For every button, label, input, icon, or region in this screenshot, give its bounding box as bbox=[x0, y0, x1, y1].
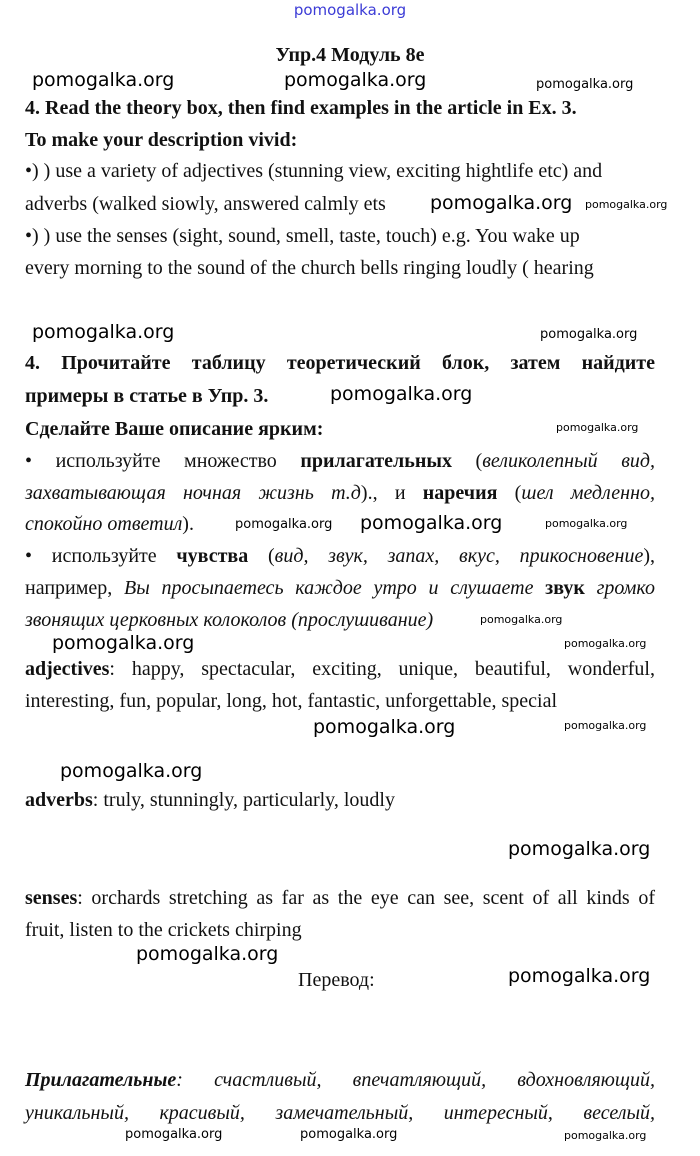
watermark: pomogalka.org bbox=[556, 421, 639, 434]
senses-line-cont: fruit, listen to the crickets chirping bbox=[25, 919, 302, 941]
watermark: pomogalka.org bbox=[360, 512, 503, 534]
italic-text: вид, звук, запах, вкус, прикосновение bbox=[274, 545, 644, 567]
bold-text: наречия bbox=[422, 482, 498, 504]
watermark: pomogalka.org bbox=[480, 613, 563, 626]
text: • используйте множество bbox=[25, 450, 301, 472]
watermark: pomogalka.org bbox=[136, 943, 279, 965]
bold-text: прилагательных bbox=[300, 450, 452, 472]
watermark: pomogalka.org bbox=[564, 1129, 647, 1142]
watermark: pomogalka.org bbox=[545, 517, 628, 530]
english-heading: 4. Read the theory box, then find examples in the article in Ex. 3. bbox=[25, 97, 577, 119]
translation-adjectives-cont: уникальный, красивый, замечательный, интересный, веселый, bbox=[25, 1102, 655, 1124]
page-title: Упр.4 Модуль 8е bbox=[275, 44, 425, 66]
watermark: pomogalka.org bbox=[508, 965, 651, 987]
text: • используйте bbox=[25, 545, 177, 567]
russian-bullet-2-end: звонящих церковных колоколов (прослушивание) bbox=[25, 609, 434, 631]
watermark: pomogalka.org bbox=[32, 69, 175, 91]
watermark: pomogalka.org bbox=[540, 327, 638, 342]
russian-heading: 4. Прочитайте таблицу теоретический блок, затем найдите bbox=[25, 352, 655, 374]
text: например, bbox=[25, 577, 124, 599]
text: ( bbox=[497, 482, 522, 504]
italic-text: спокойно ответил bbox=[25, 513, 183, 535]
english-bullet-2-cont: every morning to the sound of the church bells ringing loudly ( hearing bbox=[25, 257, 594, 279]
watermark: pomogalka.org bbox=[564, 719, 647, 732]
adjectives-line-cont: interesting, fun, popular, long, hot, fantastic, unforgettable, special bbox=[25, 690, 558, 712]
russian-bullet-2-cont bbox=[25, 577, 655, 599]
watermark: pomogalka.org bbox=[52, 632, 195, 654]
adverbs-label: adverbs bbox=[25, 789, 93, 811]
bold-text: чувства bbox=[176, 545, 249, 567]
text: : truly, stunningly, particularly, loudly bbox=[92, 789, 395, 811]
russian-bullet-1-end bbox=[25, 513, 194, 535]
text: ( bbox=[451, 450, 483, 472]
watermark: pomogalka.org bbox=[284, 69, 427, 91]
russian-heading-cont: примеры в статье в Упр. 3. bbox=[25, 385, 269, 407]
watermark: pomogalka.org bbox=[235, 517, 333, 532]
watermark: pomogalka.org bbox=[536, 77, 634, 92]
translation-adjectives bbox=[25, 1069, 655, 1091]
english-bullet-1: •) ) use a variety of adjectives (stunning view, exciting hightlife etc) and bbox=[25, 160, 603, 182]
russian-bullet-2 bbox=[25, 545, 655, 567]
italic-text: громко bbox=[584, 577, 655, 599]
text: ), bbox=[643, 545, 655, 567]
watermark: pomogalka.org bbox=[313, 716, 456, 738]
text: ). bbox=[182, 513, 194, 535]
senses-line bbox=[25, 887, 655, 909]
russian-bullet-1 bbox=[25, 450, 655, 472]
watermark: pomogalka.org bbox=[585, 198, 668, 211]
adverbs-line bbox=[25, 789, 395, 811]
italic-text: захватывающая ночная жизнь т.д bbox=[25, 482, 361, 504]
text: )., и bbox=[360, 482, 423, 504]
watermark: pomogalka.org bbox=[300, 1127, 398, 1142]
english-bullet-2: •) ) use the senses (sight, sound, smell, taste, touch) e.g. You wake up bbox=[25, 225, 580, 247]
watermark: pomogalka.org bbox=[60, 760, 203, 782]
russian-bullet-1-cont bbox=[25, 482, 655, 504]
text: : happy, spectacular, exciting, unique, beautiful, wonderful, bbox=[109, 658, 655, 680]
watermark: pomogalka.org bbox=[508, 838, 651, 860]
watermark: pomogalka.org bbox=[564, 637, 647, 650]
adjectives-label: adjectives bbox=[25, 658, 110, 680]
text: : счастливый, впечатляющий, вдохновляющий, bbox=[176, 1069, 655, 1091]
translation-label: Перевод: bbox=[298, 969, 375, 991]
senses-label: senses bbox=[25, 887, 78, 909]
italic-text: Вы просыпаетесь каждое утро и слушаете bbox=[123, 577, 546, 599]
watermark: pomogalka.org bbox=[32, 321, 175, 343]
watermark: pomogalka.org bbox=[125, 1127, 223, 1142]
watermark: pomogalka.org bbox=[430, 192, 573, 214]
adjectives-line bbox=[25, 658, 655, 680]
watermark: pomogalka.org bbox=[330, 383, 473, 405]
italic-text: великолепный вид, bbox=[482, 450, 655, 472]
english-bullet-1-cont: adverbs (walked siowly, answered calmly ets bbox=[25, 193, 386, 215]
russian-subheading: Сделайте Ваше описание ярким: bbox=[25, 418, 324, 440]
translation-adjectives-label: Прилагательные bbox=[25, 1069, 177, 1091]
bold-text: звук bbox=[545, 577, 585, 599]
text: : orchards stretching as far as the eye can see, scent of all kinds of bbox=[77, 887, 655, 909]
english-subheading: To make your description vivid: bbox=[25, 129, 298, 151]
watermark: pomogalka.org bbox=[293, 1, 407, 19]
text: ( bbox=[248, 545, 275, 567]
italic-text: шел медленно, bbox=[521, 482, 655, 504]
